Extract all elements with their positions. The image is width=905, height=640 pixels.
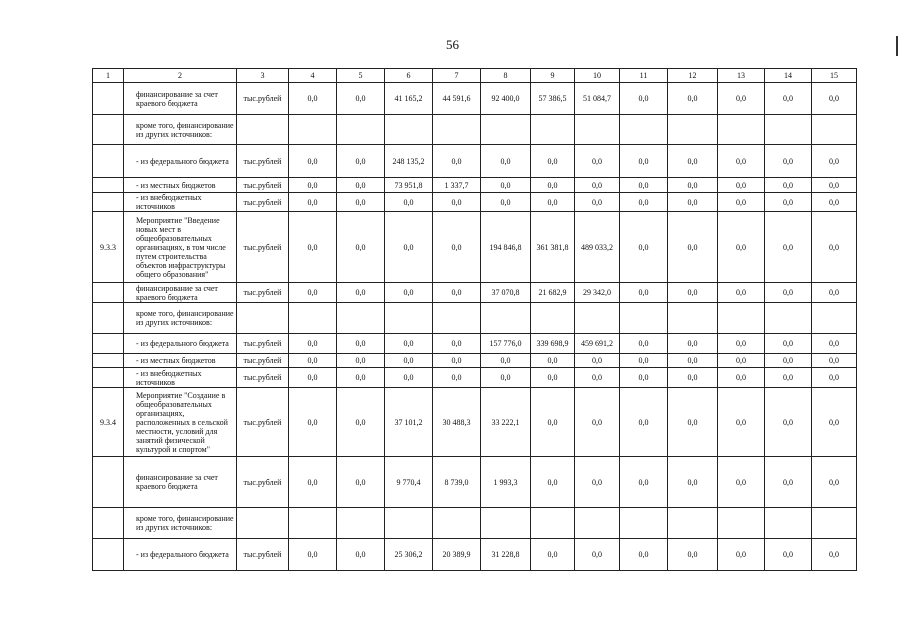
value-cell-col-10: 0,0 <box>575 354 620 368</box>
value-cell-col-5: 0,0 <box>337 354 385 368</box>
row-index <box>93 334 124 354</box>
value-cell-col-11: 0,0 <box>620 457 668 508</box>
row-unit <box>237 508 289 539</box>
value-cell-col-9: 0,0 <box>531 457 575 508</box>
value-cell-col-14 <box>765 115 812 145</box>
row-description: кроме того, финансирование из других источников: <box>124 115 237 145</box>
value-cell-col-6: 25 306,2 <box>385 539 433 571</box>
row-unit: тыс.рублей <box>237 388 289 457</box>
value-cell-col-13: 0,0 <box>718 334 765 354</box>
value-cell-col-4: 0,0 <box>289 283 337 303</box>
value-cell-col-12: 0,0 <box>668 83 718 115</box>
value-cell-col-8 <box>481 508 531 539</box>
column-header-9: 9 <box>531 69 575 83</box>
value-cell-col-5: 0,0 <box>337 145 385 178</box>
value-cell-col-6 <box>385 303 433 334</box>
value-cell-col-6 <box>385 508 433 539</box>
value-cell-col-13: 0,0 <box>718 388 765 457</box>
row-unit: тыс.рублей <box>237 178 289 193</box>
row-description: - из местных бюджетов <box>124 178 237 193</box>
row-unit: тыс.рублей <box>237 334 289 354</box>
row-index <box>93 83 124 115</box>
row-index <box>93 354 124 368</box>
value-cell-col-5: 0,0 <box>337 212 385 283</box>
value-cell-col-12: 0,0 <box>668 368 718 388</box>
value-cell-col-5 <box>337 303 385 334</box>
value-cell-col-13: 0,0 <box>718 178 765 193</box>
column-header-1: 1 <box>93 69 124 83</box>
value-cell-col-4: 0,0 <box>289 388 337 457</box>
row-description: - из федерального бюджета <box>124 334 237 354</box>
value-cell-col-4 <box>289 508 337 539</box>
value-cell-col-11: 0,0 <box>620 83 668 115</box>
value-cell-col-10: 0,0 <box>575 368 620 388</box>
row-index <box>93 303 124 334</box>
value-cell-col-10: 459 691,2 <box>575 334 620 354</box>
row-description: кроме того, финансирование из других источников: <box>124 508 237 539</box>
value-cell-col-11: 0,0 <box>620 212 668 283</box>
value-cell-col-4: 0,0 <box>289 539 337 571</box>
value-cell-col-9: 21 682,9 <box>531 283 575 303</box>
value-cell-col-4 <box>289 115 337 145</box>
value-cell-col-14 <box>765 303 812 334</box>
value-cell-col-9 <box>531 508 575 539</box>
value-cell-col-8: 0,0 <box>481 368 531 388</box>
value-cell-col-9 <box>531 115 575 145</box>
value-cell-col-7: 0,0 <box>433 145 481 178</box>
value-cell-col-14: 0,0 <box>765 457 812 508</box>
value-cell-col-12: 0,0 <box>668 388 718 457</box>
value-cell-col-5: 0,0 <box>337 83 385 115</box>
row-description: - из внебюджетных источников <box>124 193 237 212</box>
value-cell-col-9: 0,0 <box>531 368 575 388</box>
column-header-2: 2 <box>124 69 237 83</box>
value-cell-col-4: 0,0 <box>289 368 337 388</box>
row-unit: тыс.рублей <box>237 283 289 303</box>
value-cell-col-9: 0,0 <box>531 388 575 457</box>
value-cell-col-14: 0,0 <box>765 354 812 368</box>
value-cell-col-7: 8 739,0 <box>433 457 481 508</box>
row-description: финансирование за счет краевого бюджета <box>124 283 237 303</box>
row-index: 9.3.4 <box>93 388 124 457</box>
value-cell-col-15 <box>812 508 857 539</box>
value-cell-col-12: 0,0 <box>668 354 718 368</box>
column-header-14: 14 <box>765 69 812 83</box>
row-index <box>93 368 124 388</box>
value-cell-col-7: 0,0 <box>433 368 481 388</box>
row-index: 9.3.3 <box>93 212 124 283</box>
value-cell-col-13: 0,0 <box>718 83 765 115</box>
value-cell-col-10: 51 084,7 <box>575 83 620 115</box>
value-cell-col-4: 0,0 <box>289 83 337 115</box>
row-unit: тыс.рублей <box>237 368 289 388</box>
value-cell-col-14: 0,0 <box>765 283 812 303</box>
value-cell-col-7: 0,0 <box>433 354 481 368</box>
value-cell-col-11 <box>620 508 668 539</box>
value-cell-col-13: 0,0 <box>718 368 765 388</box>
value-cell-col-10: 489 033,2 <box>575 212 620 283</box>
value-cell-col-6: 73 951,8 <box>385 178 433 193</box>
value-cell-col-4: 0,0 <box>289 457 337 508</box>
value-cell-col-7 <box>433 303 481 334</box>
value-cell-col-9: 0,0 <box>531 178 575 193</box>
table-row <box>93 457 857 508</box>
table-row <box>93 388 857 457</box>
row-index <box>93 178 124 193</box>
value-cell-col-14: 0,0 <box>765 388 812 457</box>
value-cell-col-14: 0,0 <box>765 193 812 212</box>
value-cell-col-15: 0,0 <box>812 457 857 508</box>
value-cell-col-10 <box>575 508 620 539</box>
value-cell-col-8: 0,0 <box>481 145 531 178</box>
value-cell-col-12: 0,0 <box>668 212 718 283</box>
value-cell-col-6: 41 165,2 <box>385 83 433 115</box>
value-cell-col-15: 0,0 <box>812 334 857 354</box>
row-unit: тыс.рублей <box>237 83 289 115</box>
row-description: Мероприятие "Введение новых мест в общеобразовательных организациях, в том числе путем строительства объектов инфраструктуры общего образования" <box>124 212 237 283</box>
scan-edge-mark <box>896 36 898 56</box>
row-description: - из федерального бюджета <box>124 539 237 571</box>
row-unit <box>237 303 289 334</box>
table-body <box>93 69 857 571</box>
value-cell-col-10: 29 342,0 <box>575 283 620 303</box>
value-cell-col-4: 0,0 <box>289 354 337 368</box>
value-cell-col-5: 0,0 <box>337 178 385 193</box>
value-cell-col-7: 0,0 <box>433 283 481 303</box>
column-header-11: 11 <box>620 69 668 83</box>
value-cell-col-15: 0,0 <box>812 283 857 303</box>
value-cell-col-11: 0,0 <box>620 354 668 368</box>
column-header-12: 12 <box>668 69 718 83</box>
value-cell-col-15: 0,0 <box>812 212 857 283</box>
value-cell-col-15: 0,0 <box>812 145 857 178</box>
table-row <box>93 354 857 368</box>
table-row <box>93 178 857 193</box>
value-cell-col-11: 0,0 <box>620 178 668 193</box>
value-cell-col-13: 0,0 <box>718 212 765 283</box>
value-cell-col-7: 30 488,3 <box>433 388 481 457</box>
row-index <box>93 283 124 303</box>
value-cell-col-13: 0,0 <box>718 354 765 368</box>
value-cell-col-14: 0,0 <box>765 212 812 283</box>
table-row <box>93 283 857 303</box>
value-cell-col-15: 0,0 <box>812 354 857 368</box>
value-cell-col-6: 0,0 <box>385 212 433 283</box>
table-row <box>93 83 857 115</box>
column-header-3: 3 <box>237 69 289 83</box>
value-cell-col-8: 0,0 <box>481 354 531 368</box>
value-cell-col-12: 0,0 <box>668 178 718 193</box>
table-row <box>93 539 857 571</box>
value-cell-col-6: 0,0 <box>385 354 433 368</box>
value-cell-col-5: 0,0 <box>337 368 385 388</box>
value-cell-col-15: 0,0 <box>812 83 857 115</box>
value-cell-col-10: 0,0 <box>575 457 620 508</box>
table-row <box>93 368 857 388</box>
value-cell-col-15: 0,0 <box>812 539 857 571</box>
value-cell-col-11 <box>620 303 668 334</box>
value-cell-col-5: 0,0 <box>337 457 385 508</box>
column-header-8: 8 <box>481 69 531 83</box>
value-cell-col-11: 0,0 <box>620 388 668 457</box>
value-cell-col-12 <box>668 115 718 145</box>
row-unit: тыс.рублей <box>237 145 289 178</box>
value-cell-col-8 <box>481 303 531 334</box>
value-cell-col-14: 0,0 <box>765 83 812 115</box>
column-header-5: 5 <box>337 69 385 83</box>
column-header-7: 7 <box>433 69 481 83</box>
value-cell-col-11: 0,0 <box>620 145 668 178</box>
value-cell-col-7: 20 389,9 <box>433 539 481 571</box>
value-cell-col-13 <box>718 115 765 145</box>
value-cell-col-8: 31 228,8 <box>481 539 531 571</box>
value-cell-col-5 <box>337 115 385 145</box>
column-header-15: 15 <box>812 69 857 83</box>
row-unit: тыс.рублей <box>237 354 289 368</box>
row-unit: тыс.рублей <box>237 539 289 571</box>
value-cell-col-13: 0,0 <box>718 193 765 212</box>
row-description: кроме того, финансирование из других источников: <box>124 303 237 334</box>
value-cell-col-11: 0,0 <box>620 368 668 388</box>
value-cell-col-6 <box>385 115 433 145</box>
value-cell-col-4: 0,0 <box>289 212 337 283</box>
budget-table <box>92 68 857 571</box>
value-cell-col-7: 0,0 <box>433 212 481 283</box>
value-cell-col-6: 37 101,2 <box>385 388 433 457</box>
row-index <box>93 115 124 145</box>
row-unit: тыс.рублей <box>237 212 289 283</box>
value-cell-col-10: 0,0 <box>575 193 620 212</box>
value-cell-col-5: 0,0 <box>337 539 385 571</box>
value-cell-col-14: 0,0 <box>765 368 812 388</box>
value-cell-col-7 <box>433 508 481 539</box>
table-row <box>93 334 857 354</box>
value-cell-col-14: 0,0 <box>765 178 812 193</box>
value-cell-col-7 <box>433 115 481 145</box>
value-cell-col-7: 44 591,6 <box>433 83 481 115</box>
value-cell-col-15 <box>812 303 857 334</box>
row-unit: тыс.рублей <box>237 457 289 508</box>
value-cell-col-12: 0,0 <box>668 539 718 571</box>
value-cell-col-6: 0,0 <box>385 368 433 388</box>
value-cell-col-6: 0,0 <box>385 193 433 212</box>
page-number: 56 <box>446 37 459 52</box>
value-cell-col-11: 0,0 <box>620 193 668 212</box>
value-cell-col-13 <box>718 508 765 539</box>
table-row <box>93 115 857 145</box>
column-header-10: 10 <box>575 69 620 83</box>
value-cell-col-10 <box>575 303 620 334</box>
value-cell-col-8: 0,0 <box>481 193 531 212</box>
value-cell-col-4: 0,0 <box>289 178 337 193</box>
table-row <box>93 508 857 539</box>
value-cell-col-10 <box>575 115 620 145</box>
row-index <box>93 457 124 508</box>
column-header-4: 4 <box>289 69 337 83</box>
value-cell-col-6: 9 770,4 <box>385 457 433 508</box>
value-cell-col-7: 1 337,7 <box>433 178 481 193</box>
value-cell-col-9: 57 386,5 <box>531 83 575 115</box>
value-cell-col-13: 0,0 <box>718 539 765 571</box>
value-cell-col-15: 0,0 <box>812 193 857 212</box>
value-cell-col-10: 0,0 <box>575 145 620 178</box>
value-cell-col-14: 0,0 <box>765 539 812 571</box>
table-row <box>93 193 857 212</box>
row-unit <box>237 115 289 145</box>
column-header-6: 6 <box>385 69 433 83</box>
value-cell-col-10: 0,0 <box>575 178 620 193</box>
value-cell-col-8: 37 070,8 <box>481 283 531 303</box>
row-description: - из внебюджетных источников <box>124 368 237 388</box>
row-description: финансирование за счет краевого бюджета <box>124 83 237 115</box>
value-cell-col-5 <box>337 508 385 539</box>
value-cell-col-11 <box>620 115 668 145</box>
row-description: финансирование за счет краевого бюджета <box>124 457 237 508</box>
value-cell-col-14: 0,0 <box>765 145 812 178</box>
value-cell-col-13: 0,0 <box>718 283 765 303</box>
value-cell-col-10: 0,0 <box>575 539 620 571</box>
row-unit: тыс.рублей <box>237 193 289 212</box>
value-cell-col-13: 0,0 <box>718 145 765 178</box>
value-cell-col-4: 0,0 <box>289 193 337 212</box>
table-row <box>93 145 857 178</box>
row-description: - из федерального бюджета <box>124 145 237 178</box>
value-cell-col-9: 0,0 <box>531 354 575 368</box>
value-cell-col-13 <box>718 303 765 334</box>
value-cell-col-4 <box>289 303 337 334</box>
row-index <box>93 193 124 212</box>
value-cell-col-10: 0,0 <box>575 388 620 457</box>
value-cell-col-12 <box>668 303 718 334</box>
value-cell-col-4: 0,0 <box>289 145 337 178</box>
value-cell-col-7: 0,0 <box>433 334 481 354</box>
value-cell-col-5: 0,0 <box>337 334 385 354</box>
value-cell-col-8: 33 222,1 <box>481 388 531 457</box>
value-cell-col-5: 0,0 <box>337 193 385 212</box>
value-cell-col-12: 0,0 <box>668 334 718 354</box>
value-cell-col-9: 361 381,8 <box>531 212 575 283</box>
value-cell-col-7: 0,0 <box>433 193 481 212</box>
value-cell-col-8: 0,0 <box>481 178 531 193</box>
value-cell-col-12: 0,0 <box>668 457 718 508</box>
row-index <box>93 539 124 571</box>
value-cell-col-15 <box>812 115 857 145</box>
value-cell-col-8 <box>481 115 531 145</box>
value-cell-col-13: 0,0 <box>718 457 765 508</box>
value-cell-col-9: 339 698,9 <box>531 334 575 354</box>
value-cell-col-8: 1 993,3 <box>481 457 531 508</box>
row-description: - из местных бюджетов <box>124 354 237 368</box>
value-cell-col-12 <box>668 508 718 539</box>
value-cell-col-9: 0,0 <box>531 539 575 571</box>
column-header-13: 13 <box>718 69 765 83</box>
value-cell-col-8: 92 400,0 <box>481 83 531 115</box>
value-cell-col-12: 0,0 <box>668 283 718 303</box>
value-cell-col-5: 0,0 <box>337 388 385 457</box>
value-cell-col-4: 0,0 <box>289 334 337 354</box>
table-row <box>93 212 857 283</box>
value-cell-col-15: 0,0 <box>812 368 857 388</box>
value-cell-col-5: 0,0 <box>337 283 385 303</box>
value-cell-col-11: 0,0 <box>620 283 668 303</box>
value-cell-col-9: 0,0 <box>531 193 575 212</box>
value-cell-col-15: 0,0 <box>812 178 857 193</box>
value-cell-col-8: 157 776,0 <box>481 334 531 354</box>
row-description: Мероприятие "Создание в общеобразовательных организациях, расположенных в сельской местности, условий для занятий физической культурой и спортом" <box>124 388 237 457</box>
value-cell-col-6: 0,0 <box>385 334 433 354</box>
row-index <box>93 145 124 178</box>
value-cell-col-6: 248 135,2 <box>385 145 433 178</box>
value-cell-col-9 <box>531 303 575 334</box>
value-cell-col-6: 0,0 <box>385 283 433 303</box>
value-cell-col-14: 0,0 <box>765 334 812 354</box>
table-row <box>93 303 857 334</box>
value-cell-col-12: 0,0 <box>668 193 718 212</box>
value-cell-col-11: 0,0 <box>620 539 668 571</box>
row-index <box>93 508 124 539</box>
header-row <box>93 69 857 83</box>
value-cell-col-9: 0,0 <box>531 145 575 178</box>
value-cell-col-15: 0,0 <box>812 388 857 457</box>
value-cell-col-8: 194 846,8 <box>481 212 531 283</box>
value-cell-col-12: 0,0 <box>668 145 718 178</box>
value-cell-col-14 <box>765 508 812 539</box>
value-cell-col-11: 0,0 <box>620 334 668 354</box>
